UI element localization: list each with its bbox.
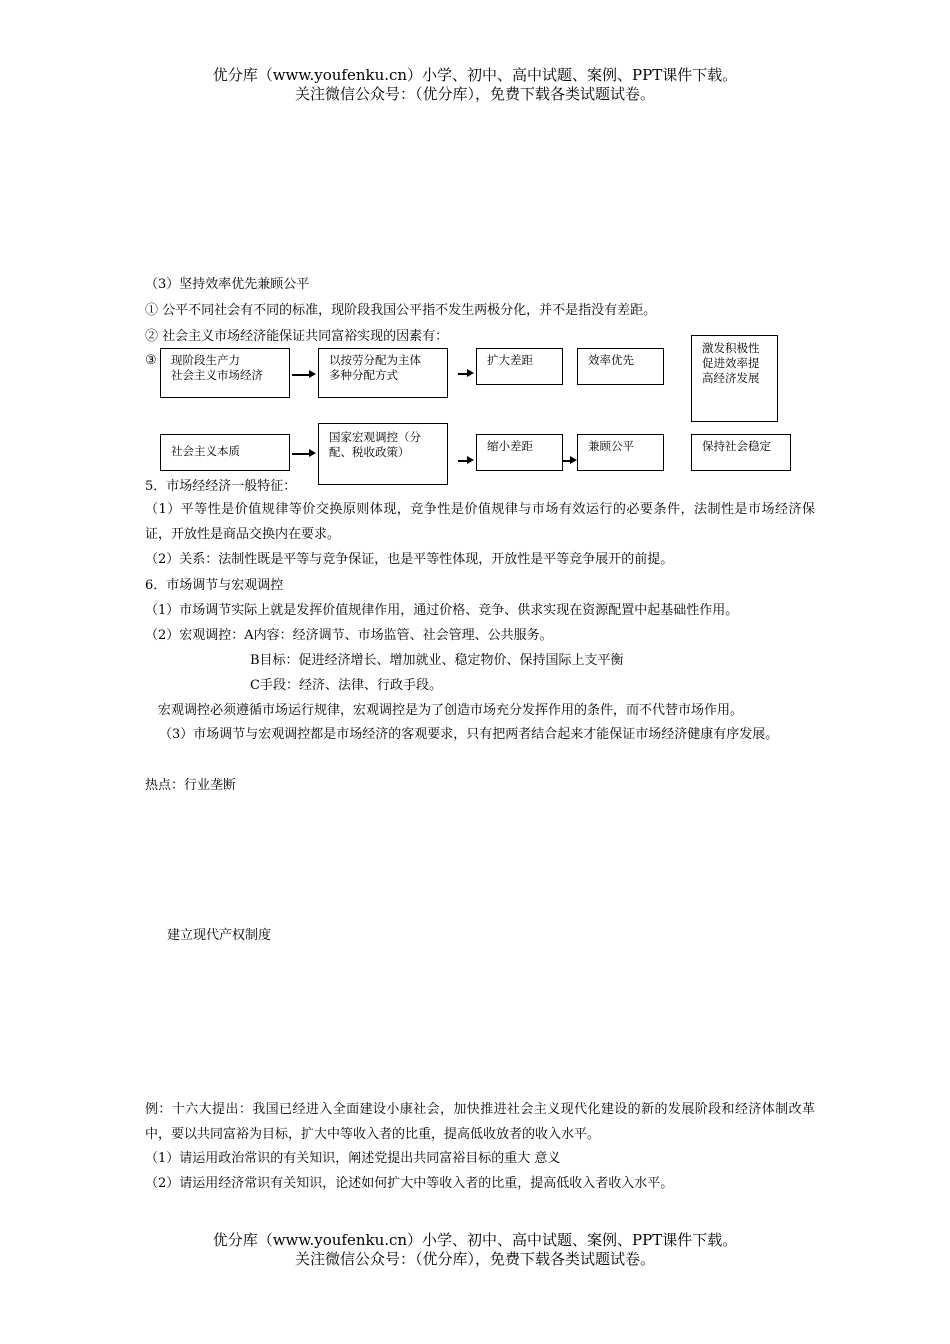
header-line-1: 优分库（www.youfenku.cn）小学、初中、高中试题、案例、PPT课件下载。 bbox=[212, 66, 738, 84]
section6-para-3: （3）市场调节与宏观调控都是市场经济的客观要求，只有把两者结合起来才能保证市场经济健康有序发展。 bbox=[159, 727, 779, 742]
box-fairness: 兼顾公平 bbox=[577, 434, 664, 471]
footer-line-1: 优分库（www.youfenku.cn）小学、初中、高中试题、案例、PPT课件下载。 bbox=[212, 1231, 738, 1249]
arrow-right-icon bbox=[292, 453, 310, 455]
section3-title: （3）坚持效率优先兼顾公平 bbox=[145, 277, 310, 292]
section5-para-1: （1）平等性是价值规律等价交换原则体现，竞争性是价值规律与市场有效运行的必要条件，法制性是市场经济保证，开放性是商品交换内在要求。 bbox=[145, 502, 815, 542]
property-rights-heading: 建立现代产权制度 bbox=[167, 928, 272, 943]
arrow-right-icon bbox=[458, 373, 468, 375]
example-question-1: （1）请运用政治常识的有关知识，阐述党提出共同富裕目标的重大 意义 bbox=[145, 1151, 561, 1166]
section6-para-2a: （2）宏观调控：A内容：经济调节、市场监管、社会管理、公共服务。 bbox=[145, 628, 553, 643]
section5-title: 5．市场经经济一般特征： bbox=[145, 479, 297, 494]
section3-item-3-marker: ③ bbox=[145, 353, 157, 368]
box-macro-control: 国家宏观调控（分 配、税收政策） bbox=[318, 423, 448, 485]
example-question-2: （2）请运用经济常识有关知识，论述如何扩大中等收入者的比重，提高低收入者收入水平。 bbox=[145, 1176, 674, 1191]
section6-para-2b: B目标：促进经济增长、增加就业、稳定物价、保持国际上支平衡 bbox=[250, 653, 624, 668]
footer-line-2: 关注微信公众号：（优分库），免费下载各类试题试卷。 bbox=[294, 1250, 655, 1268]
arrow-right-icon bbox=[292, 374, 310, 376]
box-productivity: 现阶段生产力 社会主义市场经济 bbox=[160, 348, 290, 398]
hotspot-label: 热点：行业垄断 bbox=[145, 778, 237, 793]
box-distribution: 以按劳分配为主体 多种分配方式 bbox=[318, 348, 448, 398]
box-narrow-gap: 缩小差距 bbox=[476, 434, 563, 471]
section6-para-1: （1）市场调节实际上就是发挥价值规律作用，通过价格、竞争、供求实现在资源配置中起基础性作用。 bbox=[145, 603, 739, 618]
box-widen-gap: 扩大差距 bbox=[476, 348, 563, 385]
box-efficiency-first: 效率优先 bbox=[577, 348, 664, 385]
box-motivation: 激发积极性 促进效率提 高经济发展 bbox=[691, 335, 778, 422]
box-social-stability: 保持社会稳定 bbox=[691, 434, 791, 471]
arrow-right-icon bbox=[563, 460, 571, 462]
section3-item-1: ① 公平不同社会有不同的标准，现阶段我国公平指不发生两极分化，并不是指没有差距。 bbox=[145, 303, 657, 318]
section6-title: 6．市场调节与宏观调控 bbox=[145, 578, 284, 593]
section3-item-2: ② 社会主义市场经济能保证共同富裕实现的因素有： bbox=[145, 329, 449, 344]
section6-para-2d: 宏观调控必须遵循市场运行规律，宏观调控是为了创造市场充分发挥作用的条件，而不代替市场作用。 bbox=[158, 703, 744, 718]
arrow-right-icon bbox=[458, 460, 468, 462]
section6-para-2c: C手段：经济、法律、行政手段。 bbox=[250, 678, 442, 693]
example-intro: 例：十六大提出：我国已经进入全面建设小康社会，加快推进社会主义现代化建设的新的发展阶段和经济体制改革中，要以共同富裕为目标，扩大中等收入者的比重，提高低收放者的收入水平。 bbox=[145, 1102, 815, 1142]
header-line-2: 关注微信公众号：（优分库），免费下载各类试题试卷。 bbox=[294, 85, 655, 103]
section5-para-2: （2）关系：法制性既是平等与竞争保证，也是平等性体现，开放性是平等竞争展开的前提。 bbox=[145, 552, 674, 567]
box-socialist-essence: 社会主义本质 bbox=[160, 434, 290, 471]
